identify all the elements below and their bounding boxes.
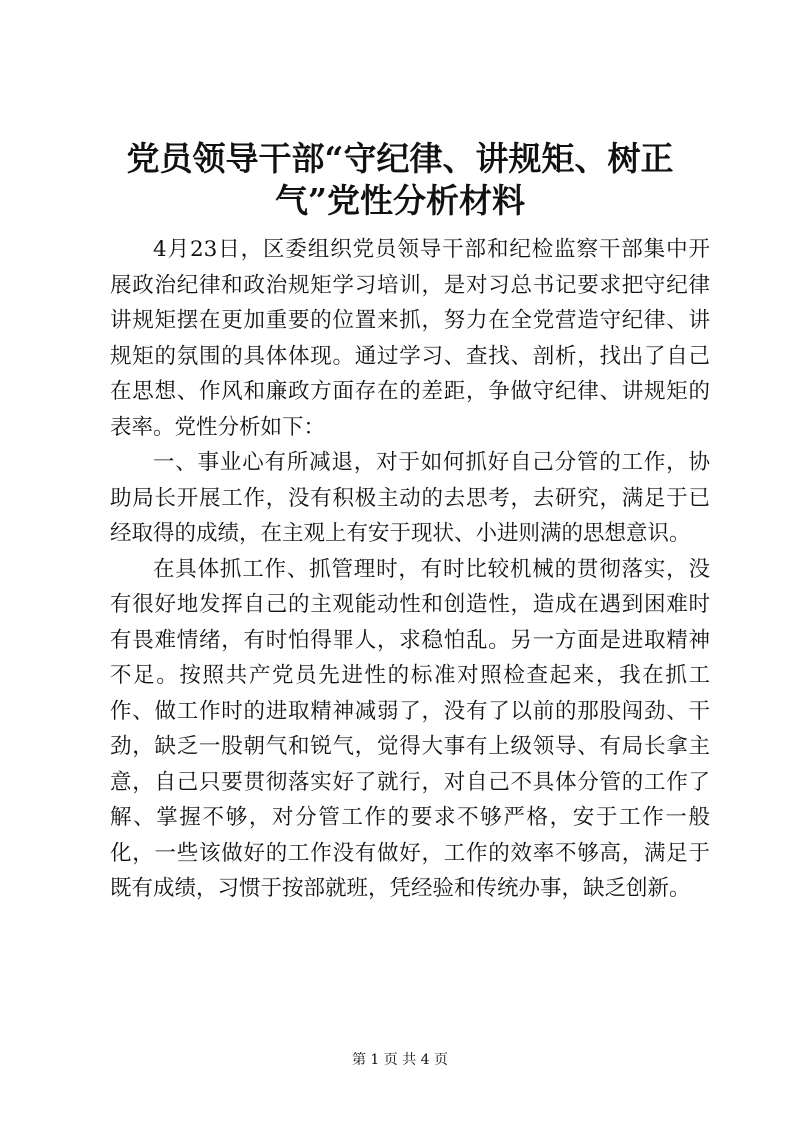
paragraph-detail: 在具体抓工作、抓管理时，有时比较机械的贯彻落实，没有很好地发挥自己的主观能动性和创造性，造成在遇到困难时有畏难情绪，有时怕得罪人，求稳怕乱。另一方面是进取精神不足。按照共产党员先进性的标准对照检查起来，我在抓工作、做工作时的进取精神减弱了，没有了以前的那股闯劲、干劲，缺乏一股朝气和锐气，觉得大事有上级领导、有局长拿主意，自己只要贯彻落实好了就行，对自己不具体分管的工作了解、掌握不够，对分管工作的要求不够严格，安于工作一般化，一些该做好的工作没有做好，工作的效率不够高，满足于既有成绩，习惯于按部就班，凭经验和传统办事，缺乏创新。 <box>110 556 710 901</box>
paragraph-intro: 4月23日，区委组织党员领导干部和纪检监察干部集中开展政治纪律和政治规矩学习培训，是对习总书记要求把守纪律讲规矩摆在更加重要的位置来抓，努力在全党营造守纪律、讲规矩的氛围的具体体现。通过学习、查找、剖析，找出了自己在思想、作风和廉政方面存在的差距，争做守纪律、讲规矩的表率。党性分析如下： <box>110 237 710 440</box>
page-number-footer: 第 1 页 共 4 页 <box>351 1052 449 1068</box>
document-title: 党员领导干部“守纪律、讲规矩、树正气”党性分析材料 <box>126 139 674 220</box>
paragraph-point-one: 一、事业心有所减退，对于如何抓好自己分管的工作，协助局长开展工作，没有积极主动的去思考，去研究，满足于已经取得的成绩，在主观上有安于现状、小进则满的思想意识。 <box>110 450 710 546</box>
document-body <box>110 232 710 907</box>
